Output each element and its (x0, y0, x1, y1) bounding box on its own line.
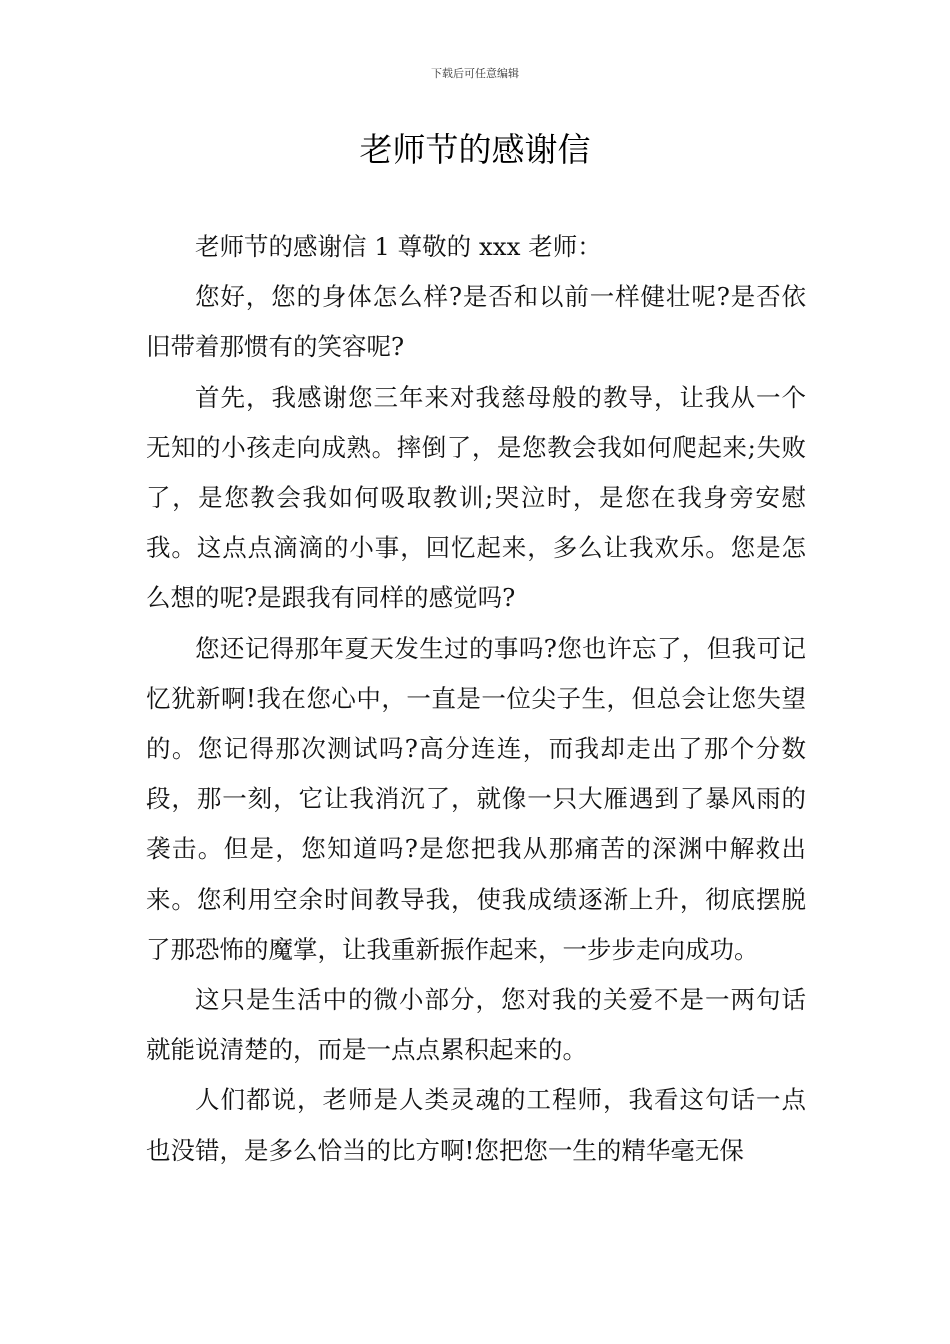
paragraph-5: 人们都说，老师是人类灵魂的工程师，我看这句话一点也没错，是多么恰当的比方啊!您把您一生的精华毫无保 (146, 1085, 806, 1165)
paragraph-greeting: 老师节的感谢信 1 尊敬的 xxx 老师： (195, 232, 602, 261)
paragraph-3: 您还记得那年夏天发生过的事吗?您也许忘了，但我可记忆犹新啊!我在您心中，一直是一位尖子生，但总会让您失望的。您记得那次测试吗?高分连连，而我却走出了那个分数段，那一刻，它让我消沉了，就像一只大雁遇到了暴风雨的袭击。但是，您知道吗?是您把我从那痛苦的深渊中解救出来。您利用空余时间教导我，使我成绩逐渐上升，彻底摆脱了那恐怖的魔掌，让我重新振作起来，一步步走向成功。 (146, 633, 806, 964)
document-title: 老师节的感谢信 (359, 130, 591, 169)
paragraph-1: 您好，您的身体怎么样?是否和以前一样健壮呢?是否依旧带着那惯有的笑容呢? (146, 282, 806, 362)
letter-body (146, 222, 806, 1176)
header-note: 下载后可任意编辑 (431, 67, 519, 80)
paragraph-4: 这只是生活中的微小部分，您对我的关爱不是一两句话就能说清楚的，而是一点点累积起来的。 (146, 985, 806, 1065)
paragraph-2: 首先，我感谢您三年来对我慈母般的教导，让我从一个无知的小孩走向成熟。摔倒了，是您教会我如何爬起来;失败了，是您教会我如何吸取教训;哭泣时，是您在我身旁安慰我。这点点滴滴的小事，回忆起来，多么让我欢乐。您是怎么想的呢?是跟我有同样的感觉吗? (146, 382, 806, 613)
